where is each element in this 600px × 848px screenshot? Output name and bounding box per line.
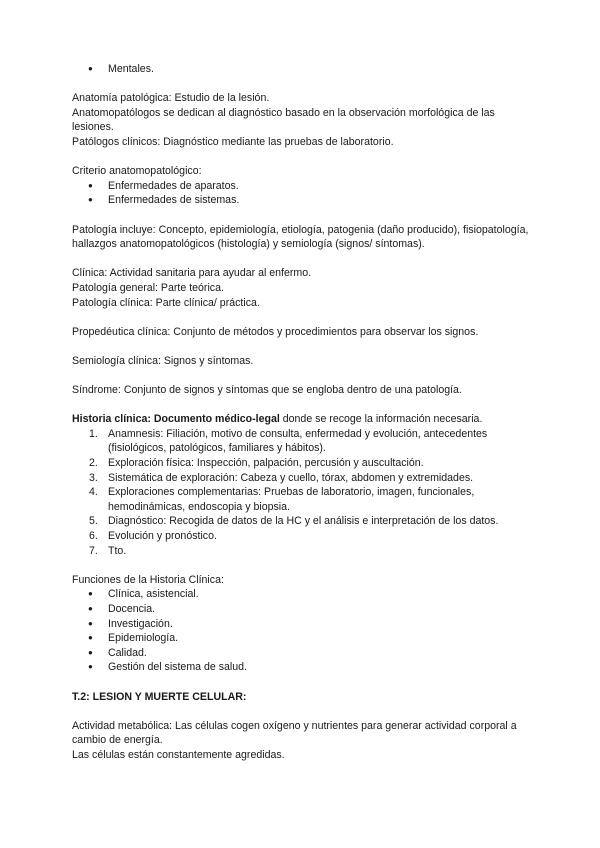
funciones-list bbox=[72, 587, 532, 675]
document-page bbox=[72, 62, 532, 763]
numbered-item: 2. Exploración física: Inspección, palpación, percusión y auscultación. bbox=[89, 457, 424, 470]
funciones-title: Funciones de la Historia Clínica: bbox=[72, 573, 224, 586]
historia-bold-label: Historia clínica: Documento médico-legal bbox=[72, 413, 280, 426]
list-item: ● Mentales. bbox=[72, 62, 532, 77]
list-item: ● Docencia. bbox=[72, 602, 532, 617]
numbered-item: 3. Sistemática de exploración: Cabeza y cuello, tórax, abdomen y extremidades. bbox=[89, 471, 474, 484]
criterio-list bbox=[72, 179, 532, 208]
patologia-paragraph: Patología incluye: Concepto, epidemiología, etiología, patogenia (daño producido), fisiopatología, hallazgos anatomopatológicos (histología) y semiología (signos/ síntomas). bbox=[72, 223, 529, 251]
list-item: ● Investigación. bbox=[72, 617, 532, 632]
section-title: T.2: LESION Y MUERTE CELULAR: bbox=[72, 690, 247, 703]
criterio-title: Criterio anatomopatológico: bbox=[72, 165, 202, 178]
semiologia-paragraph: Semiología clínica: Signos y síntomas. bbox=[72, 354, 254, 367]
numbered-item: 1. Anamnesis: Filiación, motivo de consulta, enfermedad y evolución, antecedentes (fisiológicos, patológicos, familiares y hábitos). bbox=[89, 427, 488, 455]
paragraph: Clínica: Actividad sanitaria para ayudar al enfermo. bbox=[72, 267, 312, 280]
list-item: ● Epidemiología. bbox=[72, 631, 532, 646]
intro-list bbox=[72, 62, 532, 77]
paragraph: Patología general: Parte teórica. bbox=[72, 281, 224, 294]
list-item: ● Enfermedades de sistemas. bbox=[72, 193, 532, 208]
historia-rest: donde se recoge la información necesaria. bbox=[279, 413, 483, 426]
numbered-item: 6. Evolución y pronóstico. bbox=[89, 530, 217, 542]
historia-steps bbox=[72, 427, 532, 558]
paragraph: Patología clínica: Parte clínica/ práctica. bbox=[72, 296, 260, 309]
list-item: ● Gestión del sistema de salud. bbox=[72, 660, 532, 675]
paragraph: Anatomopatólogos se dedican al diagnóstico basado en la observación morfológica de las lesiones. bbox=[72, 106, 495, 134]
paragraph: Las células están constantemente agredidas. bbox=[72, 748, 285, 761]
paragraph: Patólogos clínicos: Diagnóstico mediante las pruebas de laboratorio. bbox=[72, 135, 394, 148]
numbered-item: 5. Diagnóstico: Recogida de datos de la HC y el análisis e interpretación de los datos. bbox=[89, 515, 499, 528]
paragraph: Actividad metabólica: Las células cogen oxígeno y nutrientes para generar actividad corporal a cambio de energía. bbox=[72, 719, 517, 747]
list-item: ● Calidad. bbox=[72, 646, 532, 661]
paragraph: Anatomía patológica: Estudio de la lesión. bbox=[72, 92, 270, 105]
numbered-item: 4. Exploraciones complementarias: Pruebas de laboratorio, imagen, funcionales, hemodinámicas, endoscopia y biopsia. bbox=[89, 486, 475, 513]
propedeutica-paragraph: Propedéutica clínica: Conjunto de métodos y procedimientos para observar los signos. bbox=[72, 325, 479, 338]
historia-heading bbox=[72, 412, 532, 427]
list-item: ● Clínica, asistencial. bbox=[72, 587, 532, 602]
list-item: ● Enfermedades de aparatos. bbox=[72, 179, 532, 194]
sindrome-paragraph: Síndrome: Conjunto de signos y síntomas que se engloba dentro de una patología. bbox=[72, 384, 462, 397]
numbered-item: 7. Tto. bbox=[89, 544, 127, 557]
